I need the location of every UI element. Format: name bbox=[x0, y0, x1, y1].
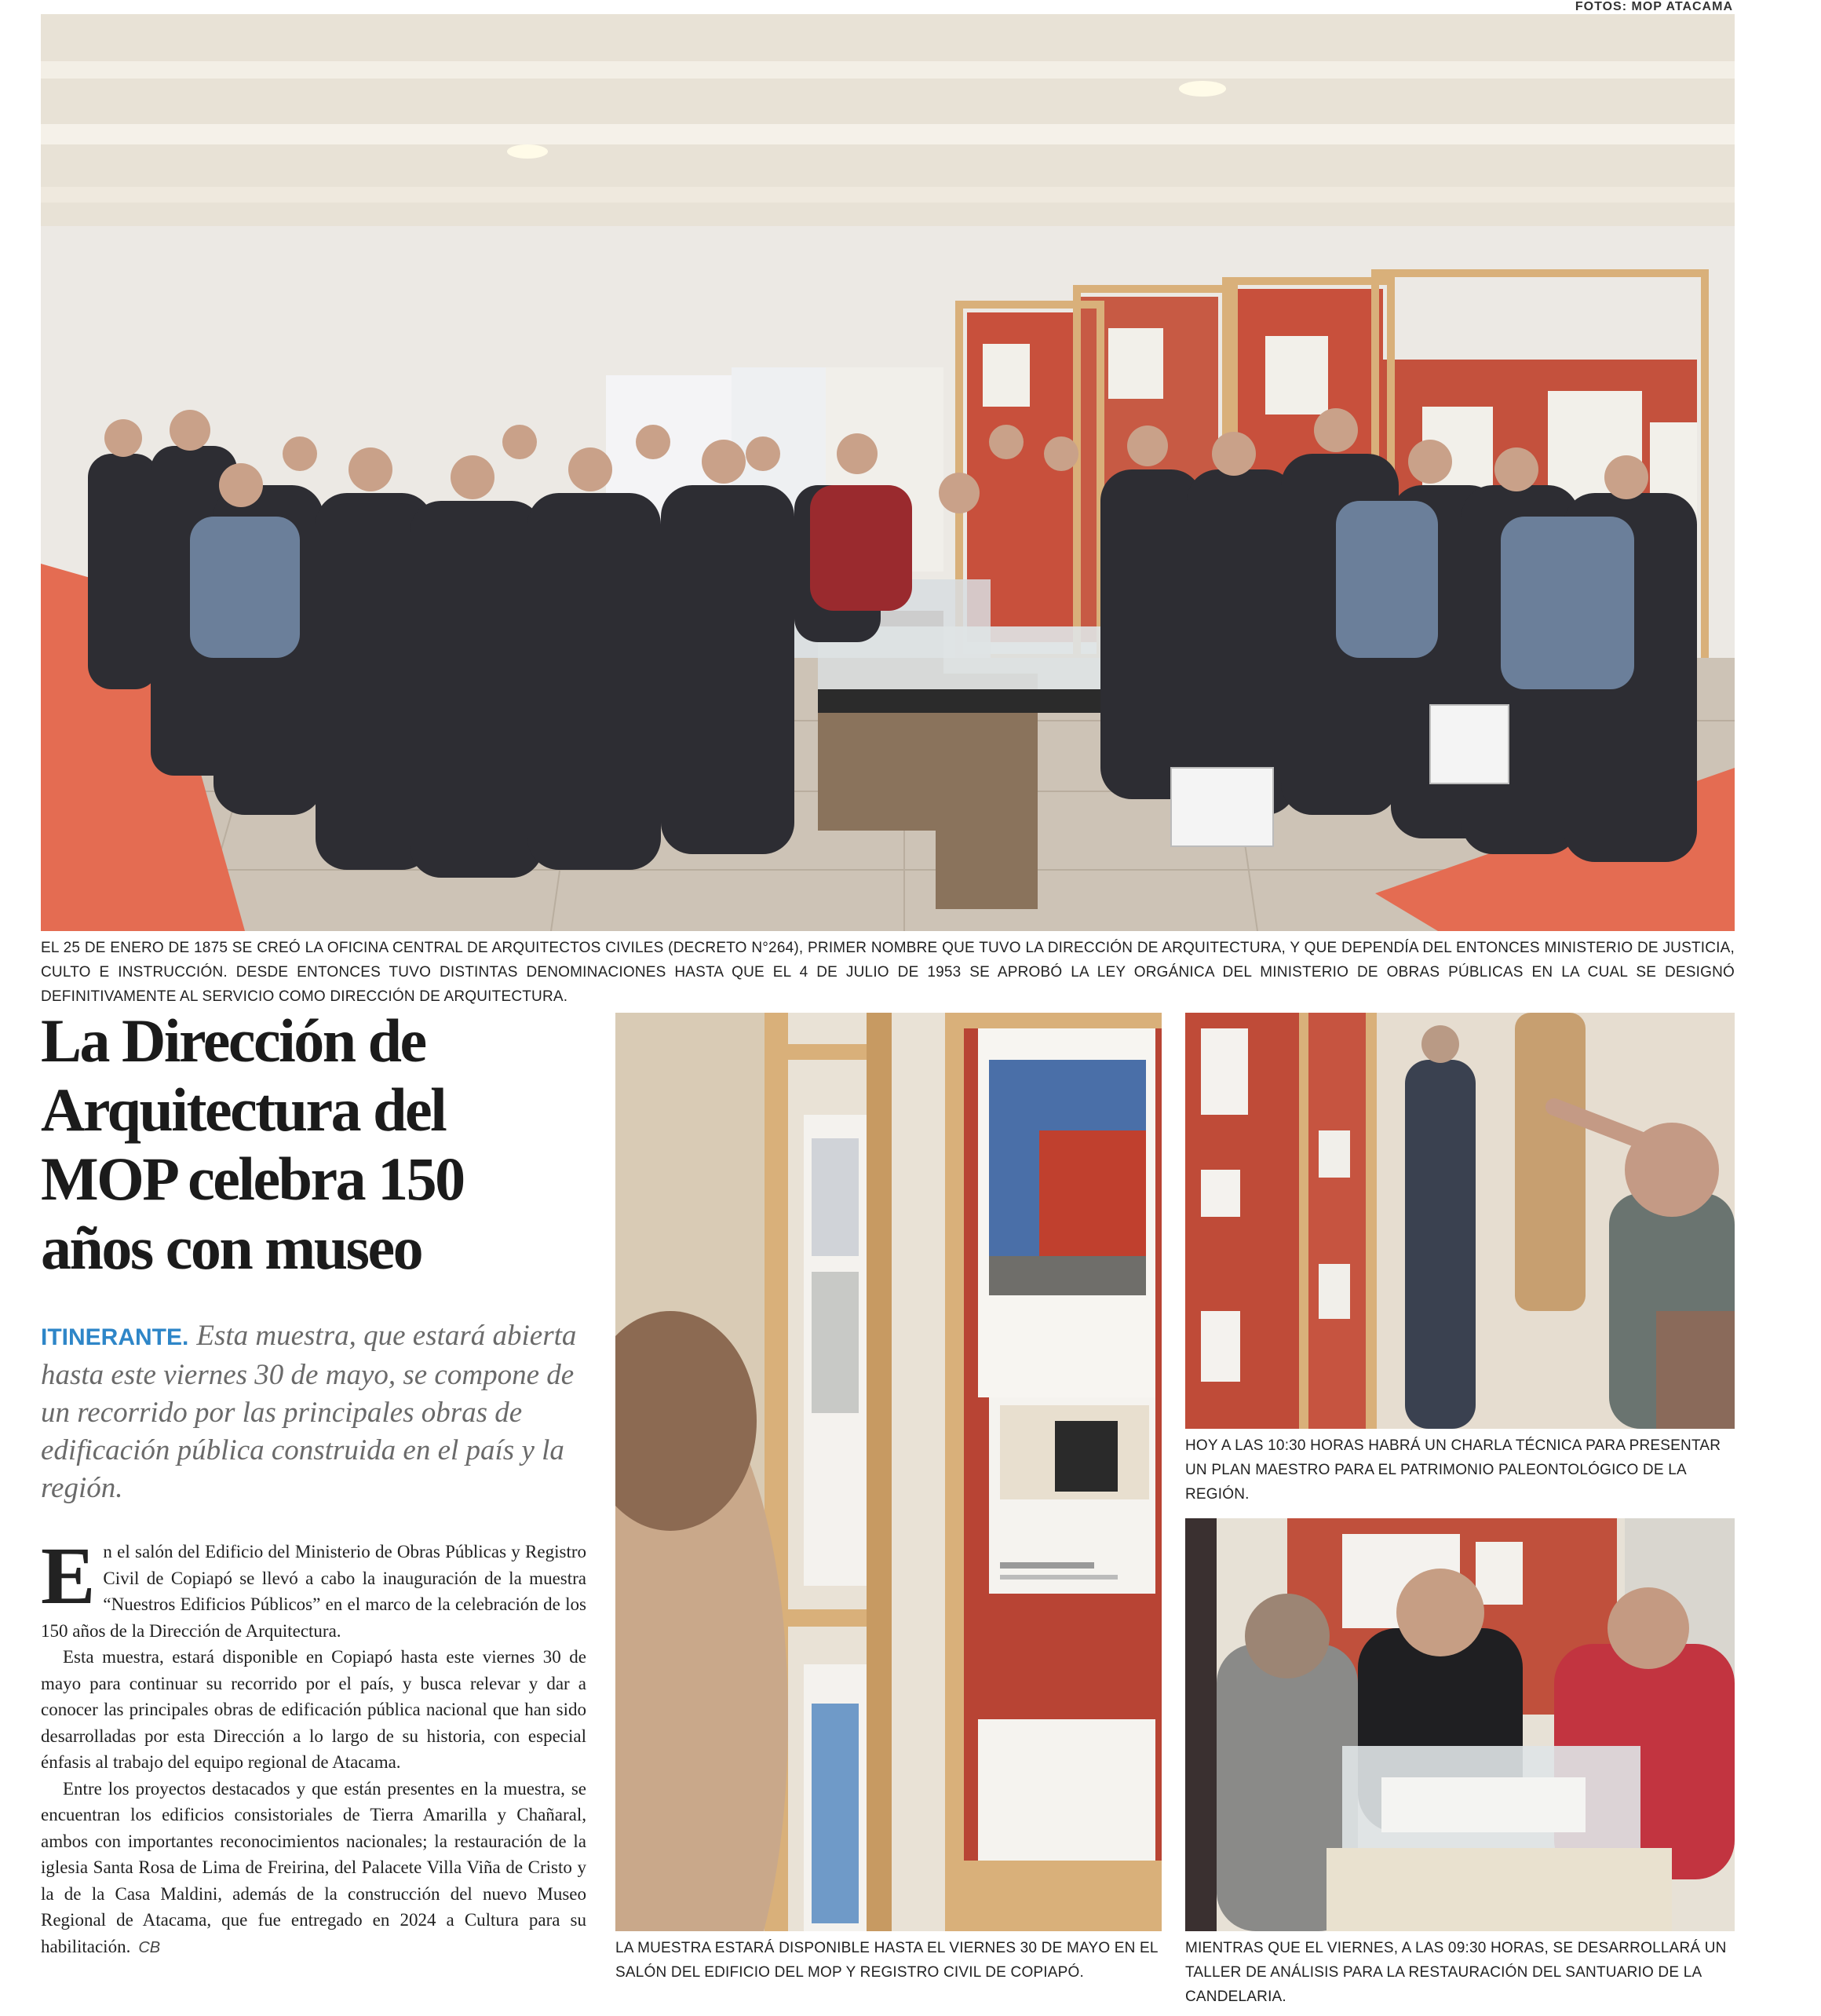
headline-line-3: MOP celebra 150 bbox=[41, 1145, 464, 1213]
lead-paragraph bbox=[41, 1317, 590, 1507]
drop-cap: E bbox=[41, 1531, 96, 1621]
article-body bbox=[41, 1531, 586, 1961]
body-paragraph-2: Esta muestra, estará disponible en Copiapó hasta este viernes 30 de mayo para continuar su recorrido por el país, y busca relevar y dar a conocer las principales obras de edificación pública nacional que han sido desarrolladas por esta Dirección a lo largo de su historia, con especial énfasis al trabajo del equipo regional de Atacama. bbox=[41, 1647, 586, 1772]
guided-tour-photo bbox=[1185, 1013, 1735, 1429]
main-photo-caption: EL 25 DE ENERO DE 1875 SE CREÓ LA OFICINA CENTRAL DE ARQUITECTOS CIVILES (DECRETO N°264), PRIMER NOMBRE QUE TUVO LA DIRECCIÓN DE ARQUITECTURA, Y QUE DEPENDÍA DEL ENTONCES MINISTERIO DE JUSTICIA, CULTO E INSTRUCCIÓN. DESDE ENTONCES TUVO DISTINTAS DENOMINACIONES HASTA QUE EL 4 DE JULIO DE 1953 SE APROBÓ LA LEY ORGÁNICA DEL MINISTERIO DE OBRAS PÚBLICAS EN LA CUAL SE DESIGNÓ DEFINITIVAMENTE AL SERVICIO COMO DIRECCIÓN DE ARQUITECTURA. bbox=[41, 940, 1735, 1005]
end-mark: CB bbox=[138, 1938, 161, 1956]
guided-tour-caption: HOY A LAS 10:30 HORAS HABRÁ UN CHARLA TÉCNICA PARA PRESENTAR UN PLAN MAESTRO PARA EL PATRIMONIO PALEONTOLÓGICO DE LA REGIÓN. bbox=[1185, 1437, 1721, 1503]
lead-text: Esta muestra, que estará abierta hasta este viernes 30 de mayo, se compone de un recorrido por las principales obras de edificación pública construida en el país y la región. bbox=[41, 1320, 577, 1504]
body-paragraph-1: En el salón del Edificio del Ministerio de Obras Públicas y Registro Civil de Copiapó se llevó a cabo la inauguración de la muestra “Nuestros Edificios Públicos” en el marco de la celebración de los 150 años de la Dirección de Arquitectura. bbox=[41, 1531, 586, 1641]
headline-line-2: Arquitectura del bbox=[41, 1076, 446, 1144]
body-paragraph-3: Entre los proyectos destacados y que están presentes en la muestra, se encuentran los edificios consistoriales de Tierra Amarilla y Chañaral, ambos con importantes reconocimientos nacionales; la restauración de la iglesia Santa Rosa de Lima de Freirina, del Palacete Villa Viña de Cristo y la de la Casa Maldini, además de la construcción del nuevo Museo Regional de Atacama, que fue entregado en 2024 a Cultura para su habilitación. CB bbox=[41, 1778, 586, 1956]
lead-kicker: ITINERANTE. bbox=[41, 1324, 189, 1350]
exhibition-panels-caption: LA MUESTRA ESTARÁ DISPONIBLE HASTA EL VIERNES 30 DE MAYO EN EL SALÓN DEL EDIFICIO DEL MOP Y REGISTRO CIVIL DE COPIAPÓ. bbox=[615, 1940, 1158, 1981]
headline-line-4: años con museo bbox=[41, 1214, 422, 1282]
headline bbox=[41, 1006, 606, 1283]
main-photo bbox=[41, 14, 1735, 931]
model-viewing-photo bbox=[1185, 1518, 1735, 1931]
headline-line-1: La Dirección de bbox=[41, 1006, 425, 1075]
exhibition-panels-photo bbox=[615, 1013, 1162, 1931]
photo-credit: FOTOS: MOP ATACAMA bbox=[1575, 0, 1733, 13]
model-viewing-caption: MIENTRAS QUE EL VIERNES, A LAS 09:30 HORAS, SE DESARROLLARÁ UN TALLER DE ANÁLISIS PARA LA RESTAURACIÓN DEL SANTUARIO DE LA CANDELARIA. bbox=[1185, 1940, 1727, 2005]
